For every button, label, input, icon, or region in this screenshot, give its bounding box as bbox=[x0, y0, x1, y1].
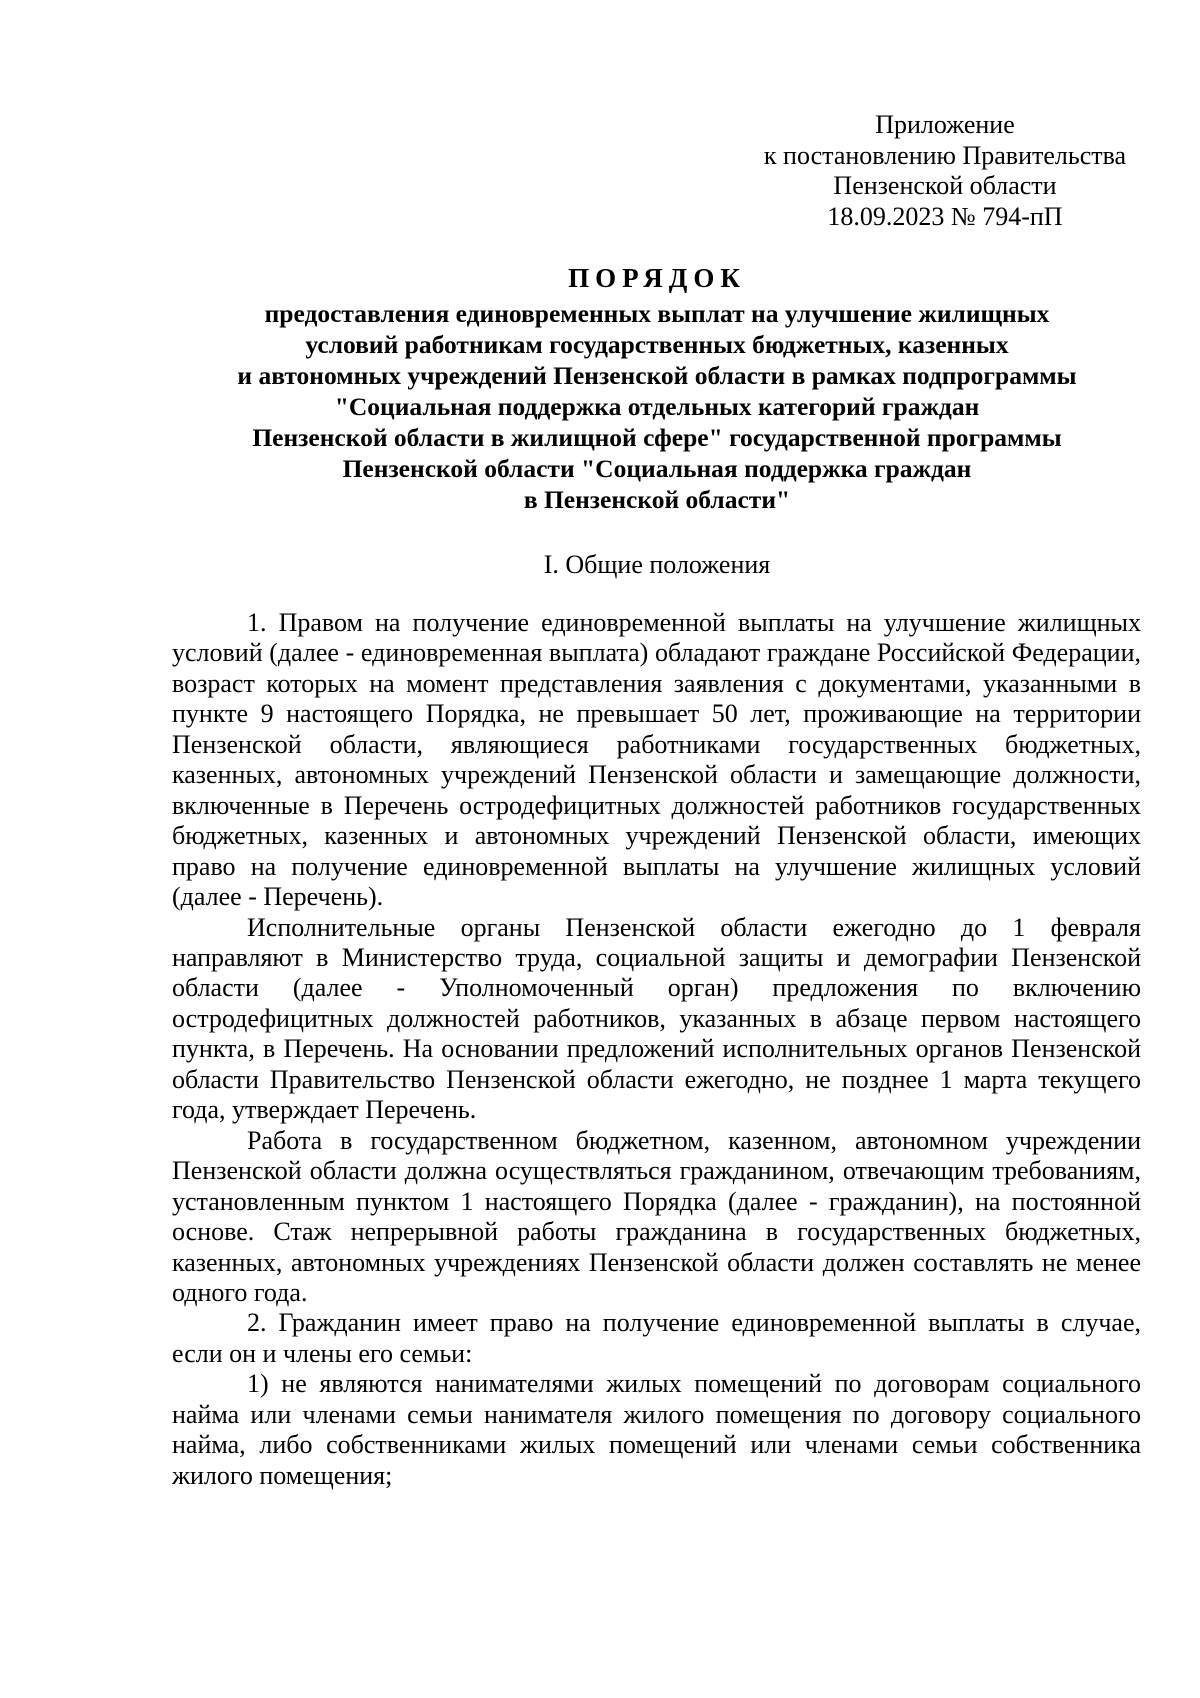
appendix-date-number: 18.09.2023 № 794-пП bbox=[827, 201, 1063, 231]
paragraph: 1) не являются нанимателями жилых помещений по договорам социального найма или членами семьи нанимателя жилого помещения по договору социального найма, либо собственниками жилых помещений или членами семьи собственника жилого помещения; bbox=[172, 1369, 1141, 1490]
subtitle-line: и автономных учреждений Пензенской области в рамках подпрограммы bbox=[237, 361, 1077, 390]
appendix-region: Пензенской области bbox=[833, 171, 1057, 200]
subtitle-line: Пензенской области "Социальная поддержка граждан bbox=[342, 454, 972, 483]
subtitle-line: предоставления единовременных выплат на улучшение жилищных bbox=[264, 299, 1050, 328]
subtitle-line: "Социальная поддержка отдельных категорий граждан bbox=[334, 392, 980, 421]
subtitle-line: условий работникам государственных бюджетных, казенных bbox=[305, 330, 1009, 359]
paragraph: 1. Правом на получение единовременной выплаты на улучшение жилищных условий (далее - единовременная выплата) обладают граждане Российской Федерации, возраст которых на момент представления заявления с документами, указанными в пункте 9 настоящего Порядка, не превышает 50 лет, проживающие на территории Пензенской области, являющиеся работниками государственных бюджетных, казенных, автономных учреждений Пензенской области и замещающие должности, включенные в Перечень остродефицитных должностей работников государственных бюджетных, казенных и автономных учреждений Пензенской области, имеющих право на получение единовременной выплаты на улучшение жилищных условий (далее - Перечень). bbox=[172, 608, 1141, 912]
subtitle-line: Пензенской области в жилищной сфере" государственной программы bbox=[252, 423, 1062, 452]
appendix-header bbox=[740, 110, 1150, 232]
appendix-label: Приложение bbox=[875, 110, 1015, 139]
document-title: ПОРЯДОК bbox=[568, 263, 746, 293]
appendix-resolution-ref: к постановлению Правительства bbox=[763, 140, 1127, 170]
paragraph: Исполнительные органы Пензенской области ежегодно до 1 февраля направляют в Министерство труда, социальной защиты и демографии Пензенской области (далее - Уполномоченный орган) предложения по включению остродефицитных должностей работников, указанных в абзаце первом настоящего пункта, в Перечень. На основании предложений исполнительных органов Пензенской области Правительство Пензенской области ежегодно, не позднее 1 марта текущего года, утверждает Перечень. bbox=[172, 912, 1141, 1125]
subtitle-line: в Пензенской области" bbox=[523, 485, 791, 514]
document-subtitle bbox=[172, 298, 1142, 515]
title-block bbox=[172, 262, 1142, 515]
paragraph: 2. Гражданин имеет право на получение единовременной выплаты в случае, если он и члены его семьи: bbox=[172, 1308, 1141, 1368]
section-heading: I. Общие положения bbox=[543, 550, 771, 579]
body-text bbox=[172, 608, 1141, 1491]
paragraph: Работа в государственном бюджетном, казенном, автономном учреждении Пензенской области должна осуществляться гражданином, отвечающим требованиям, установленным пунктом 1 настоящего Порядка (далее - гражданин), на постоянной основе. Стаж непрерывной работы гражданина в государственных бюджетных, казенных, автономных учреждениях Пензенской области должен составлять не менее одного года. bbox=[172, 1125, 1141, 1307]
